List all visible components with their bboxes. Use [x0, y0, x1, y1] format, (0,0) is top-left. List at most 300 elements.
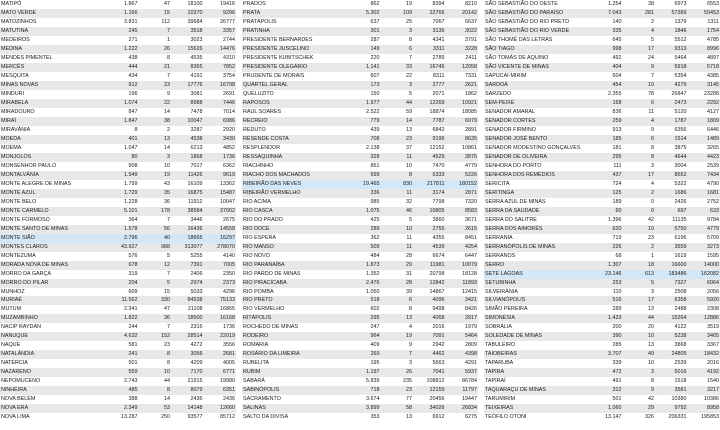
table-row: [242, 234, 478, 243]
stat-value: 330: [139, 296, 171, 305]
stat-value: 245: [106, 27, 138, 36]
stat-value: 3868: [674, 342, 687, 349]
table-row: [0, 180, 236, 189]
stat-value: 22019: [204, 332, 237, 341]
stat-value: 3311: [413, 45, 445, 54]
stat-value: 3.674: [366, 396, 380, 403]
stat-value: 2675: [223, 216, 235, 223]
municipality-name: RIO PIRACICABA: [242, 279, 348, 288]
stat-value: 581: [128, 342, 138, 349]
stat-value: 3174: [413, 189, 445, 198]
stat-value: 29: [623, 404, 655, 413]
municipality-name: RUBELITA: [243, 360, 269, 367]
stat-value: 1.396: [608, 216, 622, 223]
stat-value: 3: [381, 27, 413, 36]
stat-value: 7: [167, 324, 171, 331]
table-row: [242, 395, 478, 404]
stat-value: 861: [370, 162, 380, 169]
municipality-name: NANUQUE: [0, 332, 106, 341]
stat-value: 862: [370, 1, 380, 7]
stat-value: 2016: [432, 324, 445, 331]
stat-value: 7798: [432, 198, 445, 205]
stat-value: 53: [139, 404, 171, 413]
stat-value: 1: [651, 252, 655, 259]
stat-value: 18128: [462, 270, 477, 277]
stat-value: 49: [623, 350, 655, 359]
stat-value: 152: [139, 332, 171, 341]
stat-value: 11893: [446, 279, 479, 288]
municipality-name: RAPOSOS: [242, 99, 348, 108]
stat-value: 2: [623, 189, 655, 198]
table-row: [484, 323, 720, 332]
table-row: [0, 234, 236, 243]
stat-value: 47: [164, 306, 171, 313]
stat-value: 6446: [707, 126, 719, 133]
stat-value: 16297: [204, 234, 237, 243]
municipality-name: QUELUZITO: [243, 90, 274, 97]
stat-value: 5750: [655, 225, 687, 234]
stat-value: 4: [651, 180, 655, 187]
stat-value: 1754: [688, 27, 720, 36]
stat-value: 12886: [688, 314, 720, 323]
stat-value: 5937: [446, 368, 479, 377]
stat-value: 7067: [432, 18, 445, 25]
stat-value: 46: [381, 207, 413, 216]
stat-value: 1.799: [124, 180, 138, 187]
municipality-name: SALINAS: [242, 404, 348, 413]
stat-value: 401: [106, 135, 138, 144]
stat-value: 1.847: [106, 117, 138, 126]
municipality-name: SERRA DA SAUDADE: [484, 207, 590, 216]
municipality-name: MUTUM: [1, 306, 22, 313]
municipality-name: MONSENHOR PAULO: [1, 162, 57, 169]
table-row: [0, 81, 236, 90]
municipality-name: NOVA LIMA: [1, 414, 30, 421]
municipality-name: NATÉRCIA: [1, 360, 28, 367]
stat-value: 988: [139, 243, 171, 252]
table-row: [484, 288, 720, 297]
stat-value: 8426: [465, 306, 477, 313]
stat-value: 913: [612, 126, 622, 133]
stat-value: 21: [139, 63, 171, 72]
municipality-name: MIRADOURO: [1, 108, 35, 115]
municipality-name: MATO VERDE: [0, 9, 106, 18]
stat-value: 5.839: [366, 378, 380, 385]
stat-value: 719: [612, 234, 622, 241]
stat-value: 434: [128, 72, 138, 79]
stat-value: 21108: [187, 306, 203, 313]
municipality-name: MUNHOZ: [1, 288, 25, 295]
stat-value: 253: [590, 279, 622, 288]
municipality-name: SERRANÓPOLIS DE MINAS: [484, 243, 590, 252]
table-row: [484, 377, 720, 386]
stat-value: 6842: [432, 126, 445, 133]
stat-value: 6356: [674, 126, 687, 133]
table-row: [484, 135, 720, 144]
stat-value: 1736: [204, 153, 237, 162]
stat-value: 85712: [220, 414, 235, 421]
table-row: [242, 261, 478, 270]
stat-value: 2316: [190, 324, 203, 331]
stat-value: 12842: [413, 279, 445, 288]
stat-value: 21915: [187, 378, 203, 385]
stat-value: 2691: [223, 90, 235, 97]
stat-value: 6: [381, 296, 413, 305]
stat-value: 10380: [671, 396, 687, 403]
municipality-name: RIBEIRÃO DAS NEVES: [242, 180, 348, 189]
stat-value: 4296: [223, 288, 235, 295]
stat-value: 1.060: [590, 404, 622, 413]
stat-value: 7: [381, 350, 413, 359]
stat-value: 2539: [707, 162, 719, 169]
stat-value: 12152: [429, 144, 445, 151]
stat-value: 8: [409, 36, 413, 43]
municipality-name: RIO MANSO: [242, 243, 348, 252]
stat-value: 16865: [220, 306, 235, 313]
table-row: [0, 323, 236, 332]
stat-value: 3273: [688, 243, 720, 252]
stat-value: 1.222: [106, 45, 138, 54]
municipality-name: TAPARUBA: [485, 360, 514, 367]
stat-value: 7478: [190, 108, 203, 115]
stat-value: 4: [623, 27, 655, 36]
stat-value: 11797: [446, 386, 479, 395]
municipality-name: MONTALVÂNIA: [0, 171, 106, 180]
stat-value: 162082: [688, 270, 720, 279]
stat-value: 6637: [465, 18, 477, 25]
table-row: [0, 207, 236, 216]
table-row: [242, 341, 478, 350]
stat-value: 9: [651, 126, 655, 133]
stat-value: 425: [370, 216, 380, 223]
stat-value: 178: [139, 207, 171, 216]
stat-value: 22: [406, 72, 413, 79]
stat-value: 3430: [204, 135, 237, 144]
stat-value: 2488: [674, 306, 687, 313]
table-row: [242, 27, 478, 36]
stat-value: 3357: [204, 27, 237, 36]
stat-value: 75133: [204, 296, 237, 305]
municipality-name: REDUTO: [243, 126, 266, 133]
stat-value: 3.707: [590, 350, 622, 359]
municipality-name: PRESIDENTE KUBITSCHEK: [243, 54, 314, 61]
stat-value: 491: [612, 378, 622, 385]
stat-value: 7: [167, 270, 171, 277]
stat-value: 68: [615, 252, 622, 259]
stat-value: 3265: [707, 144, 719, 151]
table-row: [242, 18, 478, 27]
table-row: [242, 413, 478, 422]
stat-value: 285: [612, 342, 622, 349]
stat-value: 36: [164, 198, 171, 205]
municipality-name: MORRO DA GARÇA: [1, 270, 52, 277]
stat-value: 912: [106, 81, 138, 90]
table-row: [242, 72, 478, 81]
municipality-name: MORRO DO PILAR: [0, 279, 106, 288]
stat-value: 6358: [655, 296, 687, 305]
table-row: [0, 225, 236, 234]
municipality-name: MONTE ALEGRE DE MINAS: [1, 180, 72, 187]
stat-value: 16600: [655, 261, 687, 270]
stat-value: 437: [590, 171, 622, 180]
stat-value: 5512: [674, 36, 687, 43]
stat-value: 6275: [465, 414, 477, 421]
table-row: [484, 386, 720, 395]
stat-value: 7: [409, 54, 413, 61]
stat-value: 13: [381, 314, 413, 323]
stat-value: 1681: [688, 189, 720, 198]
stat-value: 697: [655, 207, 687, 216]
stat-value: 2.743: [124, 378, 138, 385]
table-row: [242, 377, 478, 386]
stat-value: 278070: [204, 243, 237, 252]
municipality-name: SIMONÉSIA: [484, 314, 590, 323]
municipality-name: SÃO SEBASTIÃO DO RIO PRETO: [485, 18, 570, 25]
stat-value: 26777: [220, 18, 235, 25]
table-row: [0, 90, 236, 99]
municipality-name: SALTO DA DIVISA: [243, 414, 289, 421]
stat-value: 12: [139, 261, 171, 270]
stat-value: 14: [164, 144, 171, 151]
stat-value: 0: [623, 207, 655, 216]
stat-value: 336: [348, 189, 380, 198]
municipality-name: TAPIRA: [484, 368, 590, 377]
stat-value: 2.349: [106, 404, 138, 413]
stat-value: 6986: [204, 117, 237, 126]
stat-value: 4779: [465, 162, 477, 169]
municipality-name: RIO CASCA: [242, 207, 348, 216]
stat-value: 295: [348, 314, 380, 323]
stat-value: 9: [409, 342, 413, 349]
stat-value: 14867: [429, 288, 445, 295]
stat-value: 2: [651, 18, 655, 25]
municipality-name: MUZAMBINHO: [0, 314, 106, 323]
municipality-name: SENADOR MODESTINO GONÇALVES: [485, 144, 581, 151]
stat-value: 4341: [432, 36, 445, 43]
table-row: [484, 153, 720, 162]
stat-value: 1595: [707, 252, 719, 259]
stat-value: 3: [139, 153, 171, 162]
stat-value: 4254: [446, 243, 479, 252]
stat-value: 3056: [171, 350, 203, 359]
stat-value: 2755: [413, 225, 445, 234]
stat-value: 5: [409, 90, 413, 97]
stat-value: 10047: [220, 198, 235, 205]
stat-value: 5: [167, 252, 171, 259]
municipality-name: PRATÁPOLIS: [243, 18, 277, 25]
stat-value: 14000: [688, 261, 720, 270]
stat-value: 3.831: [124, 18, 138, 25]
stat-value: 1.254: [608, 1, 622, 7]
stat-value: 10047: [171, 117, 203, 126]
municipality-name: RIO ESPERA: [243, 234, 276, 241]
stat-value: 8: [139, 386, 171, 395]
municipality-name: MONTES CLAROS: [0, 243, 106, 252]
municipality-name: TAIOBEIRAS: [484, 350, 590, 359]
stat-value: 20142: [446, 9, 479, 18]
municipality-name: ROCHEDO DE MINAS: [243, 324, 299, 331]
table-row: [484, 350, 720, 359]
stat-value: 7852: [204, 63, 237, 72]
stat-value: 5464: [674, 54, 687, 61]
stat-value: 13.287: [121, 414, 138, 421]
table-row: [0, 386, 236, 395]
table-row: [484, 72, 720, 81]
table-row: [484, 296, 720, 305]
stat-value: 43.927: [106, 243, 138, 252]
stat-value: 271: [128, 36, 138, 43]
municipality-name: NAZARENO: [0, 368, 106, 377]
stat-value: 9: [623, 63, 655, 72]
stat-value: 3081: [190, 90, 203, 97]
table-row: [484, 279, 720, 288]
stat-value: 15264: [655, 314, 687, 323]
stat-value: 3022: [446, 27, 479, 36]
municipality-name: MONTE FORMOSO: [1, 216, 50, 223]
table-row: [484, 27, 720, 36]
table-column-3: [484, 0, 720, 430]
stat-value: 2071: [432, 90, 445, 97]
municipality-name: SILVEIRÂNIA: [485, 288, 518, 295]
municipality-name: MENDES PIMENTEL: [1, 54, 53, 61]
stat-value: 24: [648, 54, 655, 61]
stat-value: 8988: [171, 99, 203, 108]
stat-value: 2942: [432, 342, 445, 349]
stat-value: 5: [623, 279, 655, 288]
table-row: [242, 207, 478, 216]
municipality-name: SENADOR DE OLIVEIRA: [484, 153, 590, 162]
stat-value: 244: [128, 324, 138, 331]
stat-value: 4096: [413, 296, 445, 305]
table-row: [242, 243, 478, 252]
stat-value: 8958: [688, 404, 720, 413]
stat-value: 5663: [432, 360, 445, 367]
stat-value: 77: [406, 396, 413, 403]
stat-value: 289: [612, 306, 622, 313]
stat-value: 4529: [413, 153, 445, 162]
stat-value: 2: [623, 243, 655, 252]
stat-value: 1.307: [590, 261, 622, 270]
table-row: [0, 314, 236, 323]
stat-value: 2920: [223, 126, 235, 133]
stat-value: 2: [167, 126, 171, 133]
stat-value: 390: [590, 332, 622, 341]
stat-value: 2871: [446, 189, 479, 198]
municipality-name: MURIAÉ: [0, 296, 106, 305]
stat-value: 20: [648, 324, 655, 331]
stat-value: 78: [648, 90, 655, 97]
table-row: [484, 270, 720, 279]
table-row: [0, 126, 236, 135]
stat-value: 1.050: [366, 288, 380, 295]
stat-value: 12415: [462, 288, 477, 295]
stat-value: 2.138: [366, 144, 380, 151]
stat-value: 287: [370, 36, 380, 43]
table-row: [484, 243, 720, 252]
stat-value: 196: [128, 90, 138, 97]
municipality-name: MOEDA: [0, 135, 106, 144]
municipality-name: MONTE SIÃO: [0, 234, 106, 243]
stat-value: 313077: [171, 243, 203, 252]
stat-value: 8451: [465, 234, 477, 241]
stat-value: 7.043: [590, 9, 622, 18]
stat-value: 33: [381, 63, 413, 72]
stat-value: 23: [648, 234, 655, 241]
stat-value: 14558: [204, 225, 237, 234]
stat-value: 8652: [655, 171, 687, 180]
table-column-1: [0, 0, 236, 430]
municipality-name: NEPOMUCENO: [1, 378, 41, 385]
municipality-name: RODEIRO: [242, 332, 348, 341]
stat-value: 301: [348, 27, 380, 36]
table-row: [484, 359, 720, 368]
municipality-name: SÃO SEBASTIÃO DO OESTE: [485, 1, 558, 7]
stat-value: 259: [590, 117, 622, 126]
stat-value: 109: [381, 9, 413, 18]
table-row: [242, 252, 478, 261]
stat-value: 485: [106, 386, 138, 395]
municipality-name: RIO VERMELHO: [243, 306, 285, 313]
stat-value: 226: [590, 243, 622, 252]
stat-value: 11.562: [106, 296, 138, 305]
stat-value: 2681: [204, 350, 237, 359]
table-row: [484, 99, 720, 108]
stat-value: 149: [348, 45, 380, 54]
stat-value: 23.146: [590, 270, 622, 279]
stat-value: 1.352: [366, 270, 380, 277]
table-row: [484, 90, 720, 99]
stat-value: 4644: [655, 153, 687, 162]
stat-value: 250: [161, 414, 171, 421]
stat-value: 11426: [171, 171, 203, 180]
stat-value: 2.355: [608, 90, 622, 97]
stat-value: 2.796: [106, 234, 138, 243]
table-row: [0, 305, 236, 314]
stat-value: 19416: [220, 1, 235, 7]
stat-value: 5016: [655, 368, 687, 377]
stat-value: 8365: [171, 63, 203, 72]
stat-value: 108812: [426, 378, 445, 385]
table-row: [484, 413, 720, 422]
municipality-name: RAUL SOARES: [243, 108, 282, 115]
stat-value: 3287: [190, 126, 203, 133]
stat-value: 779: [348, 117, 380, 126]
stat-value: 5033: [190, 288, 203, 295]
stat-value: 4191: [190, 72, 203, 79]
stat-value: 2016: [707, 360, 719, 367]
stat-value: 613: [623, 270, 655, 279]
table-row: [0, 72, 236, 81]
stat-value: 501: [128, 360, 138, 367]
stat-value: 5238: [655, 332, 687, 341]
stat-value: 4272: [190, 342, 203, 349]
table-row: [484, 162, 720, 171]
stat-value: 4897: [707, 54, 719, 61]
stat-value: 4423: [688, 153, 720, 162]
municipality-name: SENADOR JOSÉ BENTO: [484, 135, 590, 144]
municipality-name: MONTE SANTO DE MINAS: [0, 225, 106, 234]
stat-value: 8996: [688, 45, 720, 54]
table-row: [242, 270, 478, 279]
stat-value: 439: [370, 126, 380, 133]
stat-value: 10: [164, 162, 171, 169]
municipality-name: NOVA BELÉM: [1, 396, 36, 403]
table-row: [484, 18, 720, 27]
stat-value: 112: [161, 18, 171, 25]
stat-value: 59: [406, 108, 413, 115]
stat-value: 4127: [707, 108, 719, 115]
table-row: [0, 243, 236, 252]
